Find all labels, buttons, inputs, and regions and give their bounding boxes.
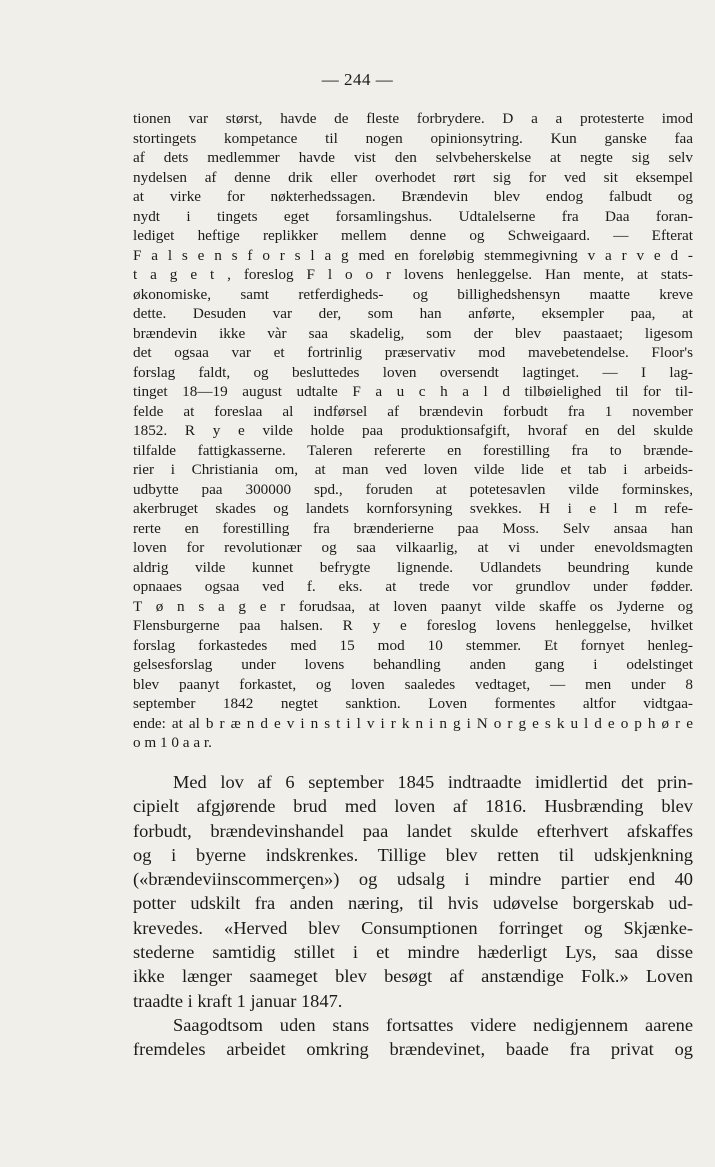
- small-print-line: o m 1 0 a a r.: [133, 734, 212, 751]
- small-print-line: T ø n s a g e r forudsaa, at loven paanyt vilde skaffe os Jyderne og: [133, 597, 693, 615]
- small-print-line: lediget heftige replikker mellem denne og Schweigaard. — Efterat: [133, 227, 693, 244]
- small-print-line: ende: at al b r æ n d e v i n s t i l v i r k n i n g i N o r g e s k u l d e o p h ø r e: [133, 714, 693, 732]
- small-print-line: t a g e t , foreslog F l o o r lovens henleggelse. Han mente, at stats-: [133, 266, 693, 283]
- page-number: — 244 —: [321, 70, 394, 89]
- small-print-line: loven for revolutionær og saa vilkaarlig, at vi under enevoldsmagten: [133, 539, 693, 556]
- small-print-line: rier i Christiania om, at man ved loven vilde lide et tab i arbeids-: [133, 461, 693, 478]
- small-print-line: F a l s e n s f o r s l a g med en foreløbig stemmegivning v a r v e d -: [133, 246, 693, 264]
- small-print-line: gelsesforslag under lovens behandling anden gang i odelstinget: [133, 656, 693, 673]
- small-print-line: af dets medlemmer havde vist den selvbeherskelse at negte sig selv: [133, 149, 693, 166]
- paragraph-2: [133, 1013, 693, 1062]
- small-print-line: forslag forkastedes med 15 mod 10 stemmer. Et fornyet henleg-: [133, 636, 693, 654]
- text-line: krevedes. «Herved blev Consumptionen forringet og Skjænke-: [133, 917, 693, 938]
- small-print-line: forslag faldt, og besluttedes loven oversendt lagtinget. — I lag-: [133, 363, 693, 381]
- text-line: fremdeles arbeidet omkring brændevinet, baade fra privat og: [133, 1039, 693, 1060]
- small-print-line: økonomiske, samt retferdigheds- og billighedshensyn maatte kreve: [133, 285, 693, 303]
- small-print-line: nydt i tingets eget forsamlingshus. Udtalelserne fra Daa foran-: [133, 207, 693, 225]
- small-print-block: [133, 109, 693, 753]
- small-print-line: at virke for nøkterhedssagen. Brændevin blev endog falbudt og: [133, 188, 693, 205]
- paragraph-1: [133, 770, 693, 1013]
- text-line: Med lov af 6 september 1845 indtraadte imidlertid det prin-: [173, 772, 693, 792]
- text-line: ikke længer saameget blev besøgt af anstændige Folk.» Loven: [133, 966, 693, 987]
- text-line: forbudt, brændevinshandel paa landet skulde efterhvert afskaffes: [133, 820, 693, 841]
- text-line: traadte i kraft 1 januar 1847.: [133, 990, 343, 1011]
- text-line: stederne samtidig stillet i et mindre hæderligt Lys, saa disse: [133, 942, 693, 963]
- small-print-line: rerte en forestilling fra brænderierne paa Moss. Selv ansaa han: [133, 519, 693, 537]
- text-line: cipielt afgjørende brud med loven af 1816. Husbrænding blev: [133, 796, 693, 817]
- small-print-line: tionen var størst, havde de fleste forbrydere. D a a protesterte imod: [133, 110, 693, 127]
- small-print-line: Flensburgerne paa halsen. R y e foreslog lovens henleggelse, hvilket: [133, 617, 693, 634]
- text-line: («brændeviinscommerçen») og udsalg i mindre partier end 40: [133, 869, 693, 890]
- small-print-line: udbytte paa 300000 spd., foruden at potetesavlen vilde forminskes,: [133, 480, 693, 498]
- small-print-line: september 1842 negtet sanktion. Loven formentes altfor vidtgaa-: [133, 695, 693, 712]
- small-print-line: nydelsen af denne drik eller overhodet rørt sig for ved sit eksempel: [133, 168, 693, 186]
- small-print-line: det ogsaa var et fortrinlig præservativ mod mavebetendelse. Floor's: [133, 344, 693, 361]
- text-line: og i byerne indskrenkes. Tillige blev retten til udskjenkning: [133, 844, 693, 865]
- small-print-line: blev paanyt forkastet, og loven saaledes vedtaget, — men under 8: [133, 675, 693, 693]
- text-line: Saagodtsom uden stans fortsattes videre nedigjennem aarene: [173, 1014, 693, 1035]
- small-print-line: stortingets kompetance til nogen opinionsytring. Kun ganske faa: [133, 129, 693, 147]
- small-print-line: opnaaes ogsaa ved f. eks. at trede vor grundlov under fødder.: [133, 578, 693, 595]
- text-line: potter udskilt fra anden næring, til hvis udøvelse borgerskab ud-: [133, 893, 693, 914]
- small-print-line: 1852. R y e vilde holde paa produktionsafgift, hvoraf en del skulde: [133, 422, 693, 439]
- small-print-line: tinget 18—19 august udtalte F a u c h a l d tilbøielighed til for til-: [133, 383, 693, 400]
- small-print-line: akerbruget skades og landets kornforsyning svekkes. H i e l m refe-: [133, 500, 693, 517]
- main-text-block: [133, 770, 693, 1062]
- small-print-line: felde at foreslaa al indførsel af brændevin forbudt fra 1 november: [133, 402, 693, 420]
- small-print-line: aldrig vilde kunnet befrygte lignende. Udlandets beundring kunde: [133, 558, 693, 576]
- small-print-line: tilfalde fattigkasserne. Taleren refererte en forestilling fra to brænde-: [133, 441, 693, 459]
- small-print-line: brændevin ikke vàr saa skadelig, som der blev paastaaet; ligesom: [133, 324, 693, 342]
- small-print-line: dette. Desuden var der, som han anførte, eksempler paa, at: [133, 305, 693, 322]
